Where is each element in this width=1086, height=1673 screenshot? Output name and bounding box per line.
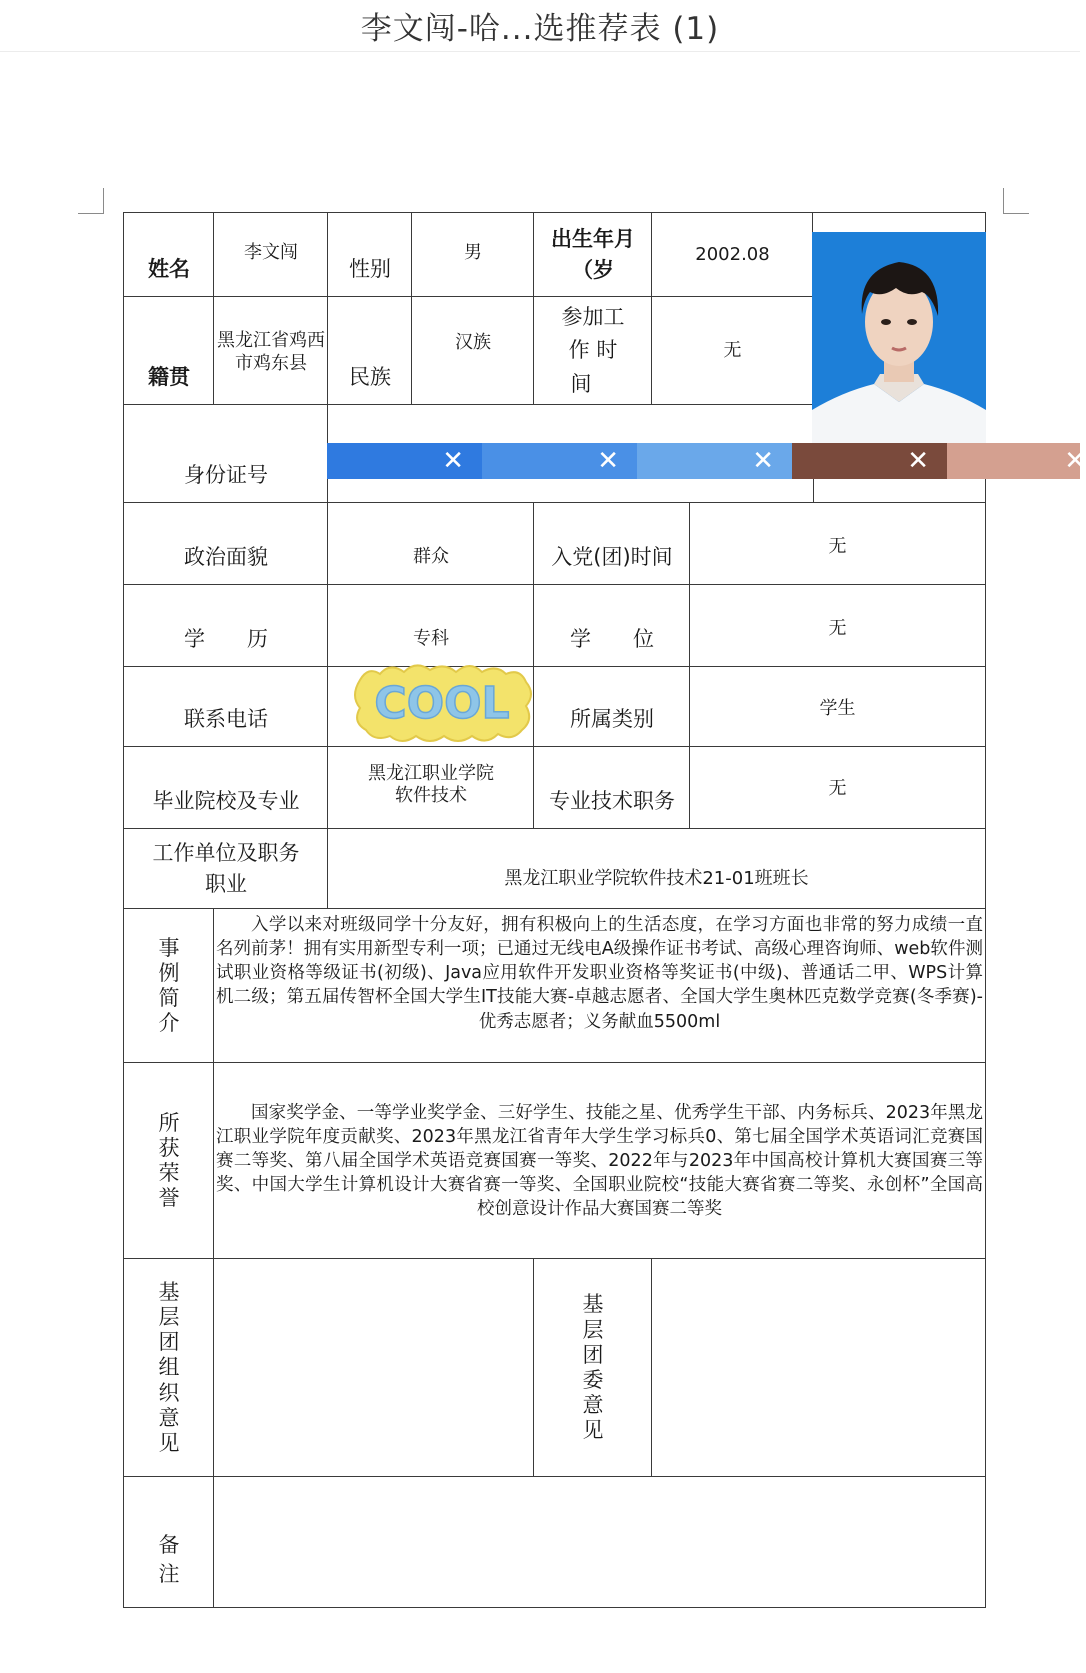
work-time-label-line3: 间 [570,371,592,396]
committee-opinion-char: 层 [582,1317,604,1342]
deeds-label-char: 事 [158,935,180,960]
cool-sticker-art [350,660,534,746]
document-title: 李文闯-哈...选推荐表 (1) [360,11,720,47]
redaction-segment-2[interactable] [482,443,637,479]
close-icon: ✕ [752,446,774,476]
committee-opinion-char: 团 [582,1342,604,1367]
birth-label-line1: 出生年月 [551,226,635,251]
org-opinion-char: 团 [158,1330,180,1355]
ethnic-value: 汉族 [411,296,535,406]
deeds-label-char: 简 [158,986,180,1010]
category-label: 所属类别 [533,666,691,748]
school-value-line1: 黑龙江职业学院 [368,763,494,784]
work-unit-value: 黑龙江职业学院软件技术21-01班班长 [327,828,986,910]
work-time-label [533,296,653,406]
school-label: 毕业院校及专业 [123,746,329,830]
deeds-label-char: 例 [158,960,180,985]
gender-value: 男 [411,212,535,298]
professional-title-label: 专业技术职务 [533,746,691,830]
politics-label: 政治面貌 [123,502,329,586]
redaction-segment-1[interactable] [327,443,482,479]
school-value-line2: 软件技术 [395,784,467,806]
party-time-value: 无 [689,502,986,586]
education-value: 专科 [327,584,535,668]
work-time-value: 无 [651,296,814,406]
committee-opinion-label [533,1258,653,1478]
birth-label-line2: （岁 [572,258,614,282]
native-value: 黑龙江省鸡西市鸡东县 [213,296,329,406]
committee-opinion-char: 基 [582,1292,604,1317]
deeds-label [123,908,215,1064]
committee-opinion-char: 意 [582,1393,604,1418]
category-value: 学生 [689,666,986,748]
org-opinion-char: 意 [158,1405,180,1430]
deeds-text-cell [213,908,986,1064]
ethnic-label: 民族 [327,296,413,406]
work-time-label-line2: 作 时 [568,338,618,363]
committee-opinion-char: 委 [582,1368,604,1392]
id-label: 身份证号 [123,404,329,504]
name-value: 李文闯 [213,212,329,298]
birth-value: 2002.08 [651,212,814,298]
remarks-label-char: 注 [158,1561,180,1586]
politics-value: 群众 [327,502,535,586]
school-value [327,746,535,830]
org-opinion-label [123,1258,215,1478]
degree-value: 无 [689,584,986,668]
work-unit-label-line2: 职业 [205,872,247,896]
name-label: 姓名 [123,212,215,298]
org-opinion-char: 组 [158,1355,180,1380]
honors-label-char: 获 [158,1135,180,1160]
close-icon: ✕ [442,446,464,476]
remarks-label-char: 备 [158,1532,180,1557]
honors-text: 国家奖学金、一等学业奖学金、三好学生、技能之星、优秀学生干部、内务标兵、2023年黑龙江职业学院年度贡献奖、2023年黑龙江省青年大学生学习标兵0、第七届全国学术英语词汇竞赛国赛二等奖、第八届全国学术英语竞赛国赛一等奖、2022年与2023年中国高校计算机大赛国赛三等奖、中国大学生计算机设计大赛省赛一等奖、全国职业院校“技能大赛省赛二等奖、永创杯”全国高校创意设计作品大赛国赛二等奖 [216,1102,983,1220]
redaction-segment-3[interactable] [637,443,792,479]
honors-label-char: 所 [158,1110,180,1135]
org-opinion-char: 基 [158,1279,180,1304]
close-icon: ✕ [907,446,929,476]
deeds-text: 入学以来对班级同学十分友好，拥有积极向上的生活态度，在学习方面也非常的努力成绩一直名列前茅！拥有实用新型专利一项；已通过无线电A级操作证书考试、高级心理咨询师、web软件测试职业资格等级证书(初级)、Java应用软件开发职业资格等奖证书(中级)、普通话二甲、WPS计算机二级；第五届传智杯全国大学生IT技能大赛-卓越志愿者、全国大学生奥林匹克数学竞赛(冬季赛)-优秀志愿者；义务献血5500ml [216,915,983,1032]
cool-sticker-text: COOL [374,678,510,729]
committee-opinion-field [651,1258,986,1478]
redaction-segment-5[interactable] [947,443,1086,479]
org-opinion-char: 层 [158,1305,180,1330]
phone-label: 联系电话 [123,666,329,748]
honors-label [123,1062,215,1260]
gender-label: 性别 [327,212,413,298]
work-time-label-line1: 参加工 [561,305,625,330]
native-label: 籍贯 [123,296,215,406]
portrait-image [812,232,986,444]
birth-label [533,212,653,298]
party-time-label: 入党(团)时间 [533,502,691,586]
org-opinion-field [213,1258,535,1478]
id-photo [812,232,986,444]
remarks-field [213,1476,986,1608]
committee-opinion-char: 见 [582,1418,604,1443]
close-icon: ✕ [1064,446,1086,476]
org-opinion-char: 织 [158,1380,180,1405]
org-opinion-char: 见 [158,1430,180,1455]
honors-text-cell [213,1062,986,1260]
work-unit-label-line1: 工作单位及职务 [152,840,300,865]
honors-label-char: 誉 [158,1186,180,1211]
work-unit-label [123,828,329,910]
degree-label: 学 位 [533,584,691,668]
honors-label-char: 荣 [158,1161,180,1185]
education-label: 学 历 [123,584,329,668]
redaction-segment-4[interactable] [792,443,947,479]
close-icon: ✕ [597,446,619,476]
professional-title-value: 无 [689,746,986,830]
cool-sticker [350,660,534,746]
deeds-label-char: 介 [158,1011,180,1036]
remarks-label [123,1476,215,1608]
